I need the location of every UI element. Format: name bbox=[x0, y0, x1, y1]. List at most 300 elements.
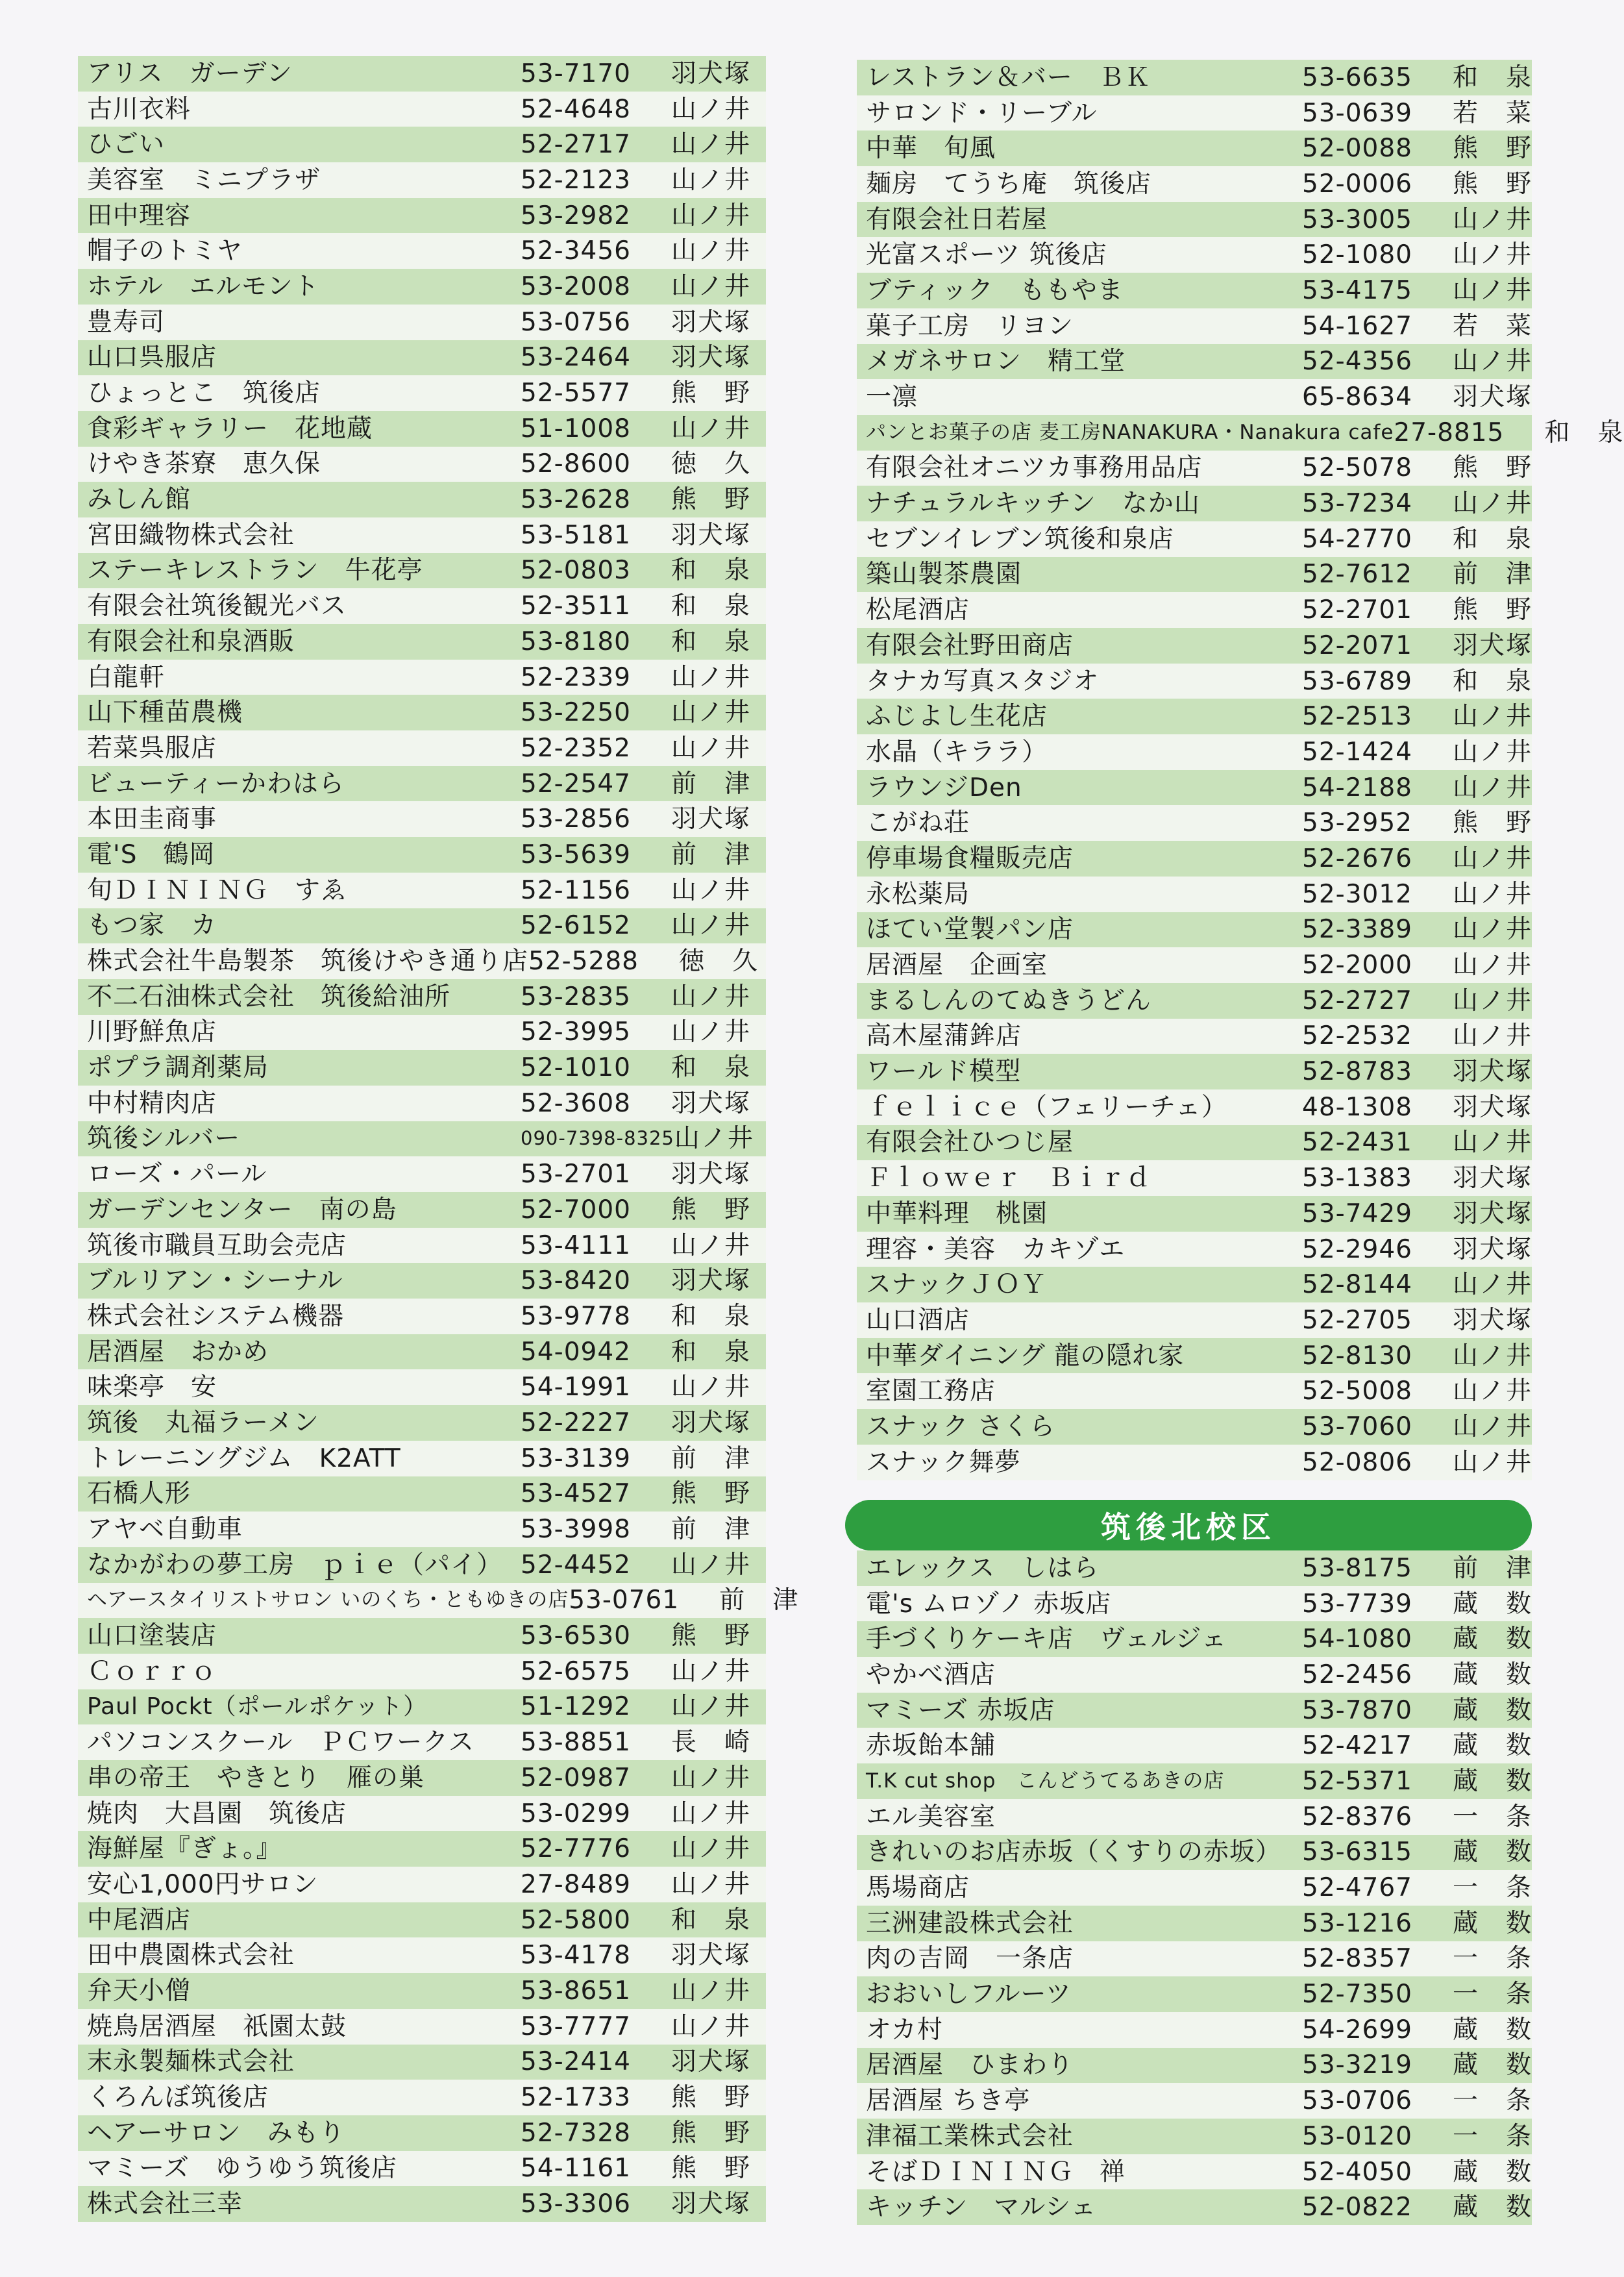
phone-number: 52-0822 bbox=[1302, 2193, 1412, 2222]
directory-row bbox=[857, 628, 1532, 664]
business-name: 若菜呉服店 bbox=[87, 733, 217, 763]
business-name: ほてい堂製パン店 bbox=[866, 915, 1074, 945]
business-name: 菓子工房 リヨン bbox=[866, 311, 1074, 341]
area-name: 山ノ井 bbox=[1453, 1021, 1533, 1051]
area-name: 山ノ井 bbox=[671, 1798, 752, 1828]
phone-number: 52-7776 bbox=[521, 1834, 631, 1864]
business-name: みしん館 bbox=[87, 485, 191, 515]
directory-row bbox=[857, 1906, 1532, 1941]
directory-row bbox=[78, 1724, 766, 1760]
business-name: 馬場商店 bbox=[866, 1873, 970, 1903]
business-name: 手づくりケーキ店 ヴェルジェ bbox=[866, 1624, 1227, 1654]
business-name: 筑後 丸福ラーメン bbox=[87, 1408, 320, 1437]
phone-number: 53-1216 bbox=[1302, 1908, 1412, 1938]
business-name: 山口呉服店 bbox=[87, 343, 217, 373]
business-name: なかがわの夢工房 ｐｉｅ（パイ） bbox=[87, 1550, 503, 1580]
business-name: 筑後シルバー bbox=[87, 1124, 241, 1154]
business-name: ガーデンセンター 南の島 bbox=[87, 1195, 397, 1225]
business-name: 山口塗装店 bbox=[87, 1621, 217, 1651]
area-name: 山ノ井 bbox=[1453, 773, 1533, 803]
area-name: 和 泉 bbox=[1453, 666, 1533, 696]
area-name: 羽犬塚 bbox=[1453, 1305, 1533, 1335]
business-name: ブルリアン・シーナル bbox=[87, 1266, 343, 1296]
area-name: 前 津 bbox=[1453, 560, 1533, 590]
phone-number: 53-4178 bbox=[521, 1941, 631, 1971]
area-name: 羽犬塚 bbox=[671, 1266, 752, 1296]
phone-number: 52-3608 bbox=[521, 1088, 631, 1118]
directory-row bbox=[857, 1445, 1532, 1480]
area-name: 一 条 bbox=[1453, 2121, 1533, 2151]
area-name: 熊 野 bbox=[671, 2154, 752, 2184]
area-name: 山ノ井 bbox=[671, 130, 752, 160]
directory-row bbox=[78, 447, 766, 482]
business-name: ローズ・パール bbox=[87, 1160, 267, 1189]
phone-number: 52-2123 bbox=[521, 165, 631, 195]
business-name: 居酒屋 企画室 bbox=[866, 951, 1048, 980]
directory-row bbox=[78, 233, 766, 269]
directory-row bbox=[857, 2048, 1532, 2084]
business-name: パソコンスクール ＰＣワークス bbox=[87, 1728, 474, 1758]
business-name: 中華ダイニング 龍の隠れ家 bbox=[866, 1341, 1185, 1371]
phone-number: 53-2701 bbox=[521, 1160, 631, 1189]
phone-number: 53-3005 bbox=[1302, 205, 1412, 234]
business-name: 赤坂飴本舗 bbox=[866, 1731, 996, 1761]
phone-number: 52-7612 bbox=[1302, 560, 1412, 590]
left-directory-column bbox=[78, 56, 800, 2222]
area-name: 徳 久 bbox=[671, 449, 752, 479]
phone-number: 52-8376 bbox=[1302, 1802, 1412, 1832]
directory-row bbox=[78, 127, 766, 162]
business-name: 宮田織物株式会社 bbox=[87, 520, 295, 550]
area-name: 熊 野 bbox=[671, 2083, 752, 2113]
directory-row bbox=[78, 1583, 800, 1619]
phone-number: 52-2701 bbox=[1302, 595, 1412, 625]
directory-row bbox=[78, 1902, 766, 1938]
directory-row bbox=[857, 166, 1532, 202]
business-name: スナックＪＯＹ bbox=[866, 1270, 1047, 1300]
area-name: 山ノ井 bbox=[671, 1373, 752, 1402]
phone-number: 52-2000 bbox=[1302, 951, 1412, 980]
directory-row bbox=[78, 2151, 766, 2187]
area-name: 若 菜 bbox=[1453, 311, 1533, 341]
business-name: 室園工務店 bbox=[866, 1376, 996, 1406]
area-name: 山ノ井 bbox=[671, 236, 752, 266]
directory-row bbox=[78, 2080, 766, 2115]
phone-number: 52-6575 bbox=[521, 1656, 631, 1686]
area-name: 山ノ井 bbox=[671, 1017, 752, 1047]
phone-number: 53-2414 bbox=[521, 2047, 631, 2077]
directory-row bbox=[78, 943, 766, 979]
phone-number: 53-0299 bbox=[521, 1798, 631, 1828]
phone-number: 52-8130 bbox=[1302, 1341, 1412, 1371]
directory-row bbox=[78, 1476, 766, 1512]
directory-row bbox=[857, 557, 1532, 593]
phone-number: 52-6152 bbox=[521, 911, 631, 941]
business-name: ステーキレストラン 牛花亭 bbox=[87, 556, 423, 586]
area-name: 若 菜 bbox=[1453, 98, 1533, 128]
directory-row bbox=[78, 162, 766, 198]
area-name: 羽犬塚 bbox=[1453, 1234, 1533, 1264]
business-name: 築山製茶農園 bbox=[866, 560, 1022, 590]
area-name: 熊 野 bbox=[671, 379, 752, 408]
area-name: 一 条 bbox=[1453, 1944, 1533, 1974]
business-name: 山口酒店 bbox=[866, 1305, 970, 1335]
directory-row bbox=[857, 486, 1532, 521]
business-name: エレックス しはら bbox=[866, 1553, 1100, 1583]
phone-number: 53-4111 bbox=[521, 1230, 631, 1260]
business-name: 株式会社牛島製茶 筑後けやき通り店 bbox=[87, 947, 529, 977]
directory-row bbox=[78, 482, 766, 517]
area-name: 羽犬塚 bbox=[1453, 1163, 1533, 1193]
business-name: オカ村 bbox=[866, 2015, 943, 2045]
area-name: 和 泉 bbox=[671, 1337, 752, 1367]
area-name: 蔵 数 bbox=[1453, 1766, 1533, 1796]
business-name: 海鮮屋『ぎょ。』 bbox=[87, 1834, 282, 1864]
business-name: 本田圭商事 bbox=[87, 804, 217, 834]
business-name: 居酒屋 ひまわり bbox=[866, 2050, 1074, 2080]
directory-row bbox=[857, 451, 1532, 486]
phone-number: 52-5577 bbox=[521, 379, 631, 408]
directory-row bbox=[857, 1338, 1532, 1374]
business-name: ふじよし生花店 bbox=[866, 702, 1048, 732]
directory-row bbox=[857, 1835, 1532, 1871]
area-name: 山ノ井 bbox=[671, 1834, 752, 1864]
business-name: 古川衣料 bbox=[87, 94, 191, 124]
business-name: こがね荘 bbox=[866, 808, 970, 838]
directory-row bbox=[78, 1796, 766, 1832]
area-name: 山ノ井 bbox=[671, 1976, 752, 2006]
directory-row bbox=[857, 2154, 1532, 2190]
phone-number: 52-2676 bbox=[1302, 843, 1412, 873]
area-name: 山ノ井 bbox=[671, 1763, 752, 1793]
phone-number: 52-3456 bbox=[521, 236, 631, 266]
area-name: 山ノ井 bbox=[1453, 240, 1533, 270]
directory-row bbox=[78, 1228, 766, 1263]
directory-row bbox=[857, 1019, 1532, 1054]
area-name: 山ノ井 bbox=[1453, 1128, 1533, 1158]
phone-number: 52-1424 bbox=[1302, 737, 1412, 767]
business-name: 不二石油株式会社 筑後給油所 bbox=[87, 982, 451, 1012]
directory-row bbox=[78, 2186, 766, 2222]
directory-row bbox=[78, 305, 766, 340]
business-name: ブティック ももやま bbox=[866, 275, 1124, 305]
business-name: 有限会社日若屋 bbox=[866, 205, 1048, 234]
phone-number: 52-4217 bbox=[1302, 1731, 1412, 1761]
directory-row bbox=[857, 699, 1532, 734]
directory-row bbox=[857, 1657, 1532, 1693]
directory-row bbox=[857, 131, 1532, 166]
directory-row bbox=[857, 1870, 1532, 1906]
business-name: ラウンジDen bbox=[866, 773, 1022, 803]
area-name: 山ノ井 bbox=[1453, 275, 1533, 305]
section-directory-column bbox=[857, 1550, 1532, 2225]
phone-number: 53-0120 bbox=[1302, 2121, 1412, 2151]
area-name: 羽犬塚 bbox=[671, 2189, 752, 2219]
directory-row bbox=[78, 1760, 766, 1796]
directory-row bbox=[857, 1728, 1532, 1763]
phone-number: 53-2952 bbox=[1302, 808, 1412, 838]
area-name: 山ノ井 bbox=[671, 1656, 752, 1686]
business-name: きれいのお店赤坂（くすりの赤坂） bbox=[866, 1837, 1282, 1867]
phone-number: 52-0088 bbox=[1302, 134, 1412, 164]
area-name: 熊 野 bbox=[671, 1195, 752, 1225]
directory-row bbox=[857, 592, 1532, 628]
phone-number: 53-3998 bbox=[521, 1515, 631, 1545]
phone-number: 53-7870 bbox=[1302, 1695, 1412, 1725]
business-name: スナック さくら bbox=[866, 1412, 1055, 1441]
right-directory-column bbox=[857, 60, 1624, 1480]
area-name: 前 津 bbox=[719, 1586, 800, 1615]
phone-number: 54-2699 bbox=[1302, 2015, 1412, 2045]
phone-number: 53-2250 bbox=[521, 698, 631, 728]
phone-number: 52-4356 bbox=[1302, 347, 1412, 377]
business-name: エル美容室 bbox=[866, 1802, 996, 1832]
area-name: 蔵 数 bbox=[1453, 1908, 1533, 1938]
phone-number: 52-5800 bbox=[521, 1905, 631, 1935]
phone-number: 53-6315 bbox=[1302, 1837, 1412, 1867]
area-name: 和 泉 bbox=[1544, 417, 1624, 447]
business-name: 電's ムロゾノ 赤坂店 bbox=[866, 1589, 1112, 1619]
phone-number: 53-0706 bbox=[1302, 2086, 1412, 2116]
business-name: 中村精肉店 bbox=[87, 1088, 217, 1118]
business-name: 水晶（キララ） bbox=[866, 737, 1048, 767]
area-name: 山ノ井 bbox=[1453, 702, 1533, 732]
area-name: 羽犬塚 bbox=[1453, 1199, 1533, 1228]
phone-number: 51-1292 bbox=[521, 1692, 631, 1722]
area-name: 山ノ井 bbox=[1453, 915, 1533, 945]
business-name: 中尾酒店 bbox=[87, 1905, 191, 1935]
directory-row bbox=[78, 1050, 766, 1086]
directory-row bbox=[78, 1192, 766, 1228]
business-name: おおいしフルーツ bbox=[866, 1980, 1072, 2009]
phone-number: 52-5288 bbox=[528, 947, 639, 977]
directory-row bbox=[78, 801, 766, 837]
business-name: もつ家 カ bbox=[87, 911, 217, 941]
business-name: ヘアースタイリストサロン いのくち・ともゆきの店 bbox=[87, 1588, 569, 1612]
directory-row bbox=[857, 1550, 1532, 1586]
business-name: 食彩ギャラリー 花地蔵 bbox=[87, 414, 373, 443]
business-name: ホテル エルモント bbox=[87, 271, 320, 301]
directory-row bbox=[857, 1267, 1532, 1302]
directory-row bbox=[78, 1867, 766, 1902]
phone-number: 54-2770 bbox=[1302, 524, 1412, 554]
section-header: 筑後北校区 bbox=[845, 1500, 1532, 1550]
business-name: 石橋人形 bbox=[87, 1479, 191, 1509]
business-name: アリス ガーデン bbox=[87, 58, 293, 88]
area-name: 和 泉 bbox=[671, 591, 752, 621]
area-name: 蔵 数 bbox=[1453, 1731, 1533, 1761]
business-name: セブンイレブン筑後和泉店 bbox=[866, 524, 1174, 554]
business-name: 電'S 鶴岡 bbox=[87, 840, 215, 869]
business-name: 豊寿司 bbox=[87, 307, 166, 337]
phone-number: 52-2456 bbox=[1302, 1660, 1412, 1689]
business-name: 白龍軒 bbox=[87, 662, 166, 692]
business-name: 高木屋蒲鉾店 bbox=[866, 1021, 1022, 1051]
directory-row bbox=[857, 983, 1532, 1019]
directory-row bbox=[78, 873, 766, 908]
phone-number: 52-0803 bbox=[521, 556, 631, 586]
business-name: T.K cut shop こんどうてるあきの店 bbox=[866, 1769, 1225, 1793]
area-name: 羽犬塚 bbox=[671, 1941, 752, 1971]
directory-row bbox=[857, 521, 1532, 557]
business-name: そばＤＩＮＩＮＧ 禅 bbox=[866, 2157, 1126, 2187]
phone-number: 52-8783 bbox=[1302, 1057, 1412, 1087]
business-name: Ｆｌｏｗｅｒ Ｂｉｒｄ bbox=[866, 1163, 1152, 1193]
area-name: 熊 野 bbox=[1453, 453, 1533, 483]
phone-number: 52-7000 bbox=[521, 1195, 631, 1225]
business-name: 有限会社オニツカ事務用品店 bbox=[866, 453, 1203, 483]
business-name: 美容室 ミニプラザ bbox=[87, 165, 321, 195]
business-name: ワールド模型 bbox=[866, 1057, 1022, 1087]
phone-number: 52-2547 bbox=[521, 769, 631, 799]
business-name: ヘアーサロン みもり bbox=[87, 2118, 345, 2148]
business-name: キッチン マルシェ bbox=[866, 2193, 1097, 2222]
phone-number: 52-2227 bbox=[521, 1408, 631, 1437]
area-name: 蔵 数 bbox=[1453, 2157, 1533, 2187]
phone-number: 52-3995 bbox=[521, 1017, 631, 1047]
directory-row bbox=[857, 912, 1532, 948]
directory-row bbox=[857, 95, 1532, 131]
area-name: 山ノ井 bbox=[674, 1124, 754, 1154]
business-name: 焼肉 大昌園 筑後店 bbox=[87, 1798, 347, 1828]
business-name: 津福工業株式会社 bbox=[866, 2121, 1074, 2151]
phone-number: 53-7777 bbox=[521, 2011, 631, 2041]
area-name: 和 泉 bbox=[1453, 62, 1533, 92]
directory-row bbox=[78, 1441, 766, 1476]
business-name: 居酒屋 おかめ bbox=[87, 1337, 269, 1367]
directory-row bbox=[78, 624, 766, 660]
directory-row bbox=[78, 588, 766, 624]
area-name: 羽犬塚 bbox=[1453, 630, 1533, 660]
area-name: 山ノ井 bbox=[1453, 1270, 1533, 1300]
business-name: けやき茶寮 恵久保 bbox=[87, 449, 321, 479]
directory-row bbox=[857, 1089, 1532, 1125]
area-name: 和 泉 bbox=[671, 627, 752, 656]
area-name: 山ノ井 bbox=[1453, 489, 1533, 519]
directory-row bbox=[78, 730, 766, 766]
directory-row bbox=[78, 340, 766, 376]
area-name: 山ノ井 bbox=[671, 1692, 752, 1722]
phone-number: 52-4767 bbox=[1302, 1873, 1412, 1903]
area-name: 山ノ井 bbox=[671, 1869, 752, 1899]
business-name: ひごい bbox=[87, 130, 166, 160]
phone-number: 52-5078 bbox=[1302, 453, 1412, 483]
area-name: 前 津 bbox=[1453, 1553, 1533, 1583]
area-name: 山ノ井 bbox=[1453, 1412, 1533, 1441]
business-name: 旬ＤＩＮＩＮＧ すゑ bbox=[87, 875, 347, 905]
directory-row bbox=[857, 415, 1624, 451]
area-name: 山ノ井 bbox=[1453, 843, 1533, 873]
directory-row bbox=[78, 766, 766, 802]
directory-row bbox=[78, 1547, 766, 1583]
phone-number: 52-4452 bbox=[521, 1550, 631, 1580]
area-name: 前 津 bbox=[671, 1515, 752, 1545]
area-name: 熊 野 bbox=[1453, 808, 1533, 838]
directory-row bbox=[857, 202, 1532, 238]
directory-row bbox=[78, 1405, 766, 1441]
phone-number: 53-9778 bbox=[521, 1301, 631, 1331]
directory-row bbox=[78, 269, 766, 305]
area-name: 山ノ井 bbox=[671, 662, 752, 692]
area-name: 和 泉 bbox=[671, 1905, 752, 1935]
phone-number: 54-0942 bbox=[521, 1337, 631, 1367]
directory-row bbox=[78, 1369, 766, 1405]
area-name: 前 津 bbox=[671, 1443, 752, 1473]
business-name: ｆｅｌｉｃｅ（フェリーチェ） bbox=[866, 1092, 1227, 1122]
phone-number: 52-2071 bbox=[1302, 630, 1412, 660]
business-name: 焼鳥居酒屋 祇園太鼓 bbox=[87, 2011, 347, 2041]
area-name: 山ノ井 bbox=[1453, 879, 1533, 909]
area-name: 羽犬塚 bbox=[671, 1160, 752, 1189]
phone-number: 51-1008 bbox=[521, 414, 631, 443]
business-name: 田中農園株式会社 bbox=[87, 1941, 295, 1971]
business-name: 山下種苗農機 bbox=[87, 698, 243, 728]
directory-row bbox=[857, 1125, 1532, 1161]
phone-number: 54-2188 bbox=[1302, 773, 1412, 803]
area-name: 前 津 bbox=[671, 840, 752, 869]
directory-row bbox=[78, 1512, 766, 1547]
directory-row bbox=[78, 1299, 766, 1334]
business-name: パンとお菓子の店 麦工房NANAKURA・Nanakura cafe bbox=[866, 420, 1394, 444]
directory-row bbox=[78, 2115, 766, 2151]
phone-number: 53-8851 bbox=[521, 1728, 631, 1758]
phone-number: 53-0761 bbox=[569, 1586, 680, 1615]
directory-row bbox=[857, 877, 1532, 912]
business-name: スナック舞夢 bbox=[866, 1447, 1021, 1477]
business-name: 末永製麺株式会社 bbox=[87, 2047, 295, 2077]
directory-row bbox=[78, 1654, 766, 1689]
phone-number: 27-8815 bbox=[1394, 417, 1505, 447]
area-name: 熊 野 bbox=[1453, 169, 1533, 199]
phone-number: 53-7739 bbox=[1302, 1589, 1412, 1619]
business-name: くろんぼ筑後店 bbox=[87, 2083, 269, 2113]
directory-row bbox=[857, 841, 1532, 877]
directory-row bbox=[857, 2119, 1532, 2154]
phone-number: 53-0756 bbox=[521, 307, 631, 337]
phone-number: 52-7328 bbox=[521, 2118, 631, 2148]
area-name: 山ノ井 bbox=[671, 733, 752, 763]
directory-row bbox=[78, 1689, 766, 1725]
business-name: Paul Pockt（ポールポケット） bbox=[87, 1693, 428, 1720]
business-name: 松尾酒店 bbox=[866, 595, 970, 625]
area-name: 山ノ井 bbox=[671, 2011, 752, 2041]
directory-row bbox=[78, 837, 766, 873]
directory-row bbox=[78, 979, 766, 1015]
area-name: 徳 久 bbox=[679, 947, 759, 977]
phone-number: 53-5181 bbox=[521, 520, 631, 550]
directory-row bbox=[857, 1976, 1532, 2012]
phone-number: 52-1156 bbox=[521, 875, 631, 905]
directory-row bbox=[857, 664, 1532, 699]
directory-row bbox=[78, 1973, 766, 2009]
phone-number: 52-8600 bbox=[521, 449, 631, 479]
directory-row bbox=[857, 2012, 1532, 2048]
area-name: 蔵 数 bbox=[1453, 1589, 1533, 1619]
directory-row bbox=[857, 344, 1532, 380]
directory-row bbox=[78, 56, 766, 92]
business-name: 光富スポーツ 筑後店 bbox=[866, 240, 1107, 270]
phone-number: 53-0639 bbox=[1302, 98, 1412, 128]
phone-number: 53-4175 bbox=[1302, 275, 1412, 305]
directory-row bbox=[78, 553, 766, 589]
phone-number: 53-8651 bbox=[521, 1976, 631, 2006]
phone-number: 53-2008 bbox=[521, 271, 631, 301]
phone-number: 52-2339 bbox=[521, 662, 631, 692]
phone-number: 53-2835 bbox=[521, 982, 631, 1012]
business-name: まるしんのてぬきうどん bbox=[866, 986, 1152, 1015]
business-name: 味楽亭 安 bbox=[87, 1373, 217, 1402]
phone-number: 52-3389 bbox=[1302, 915, 1412, 945]
